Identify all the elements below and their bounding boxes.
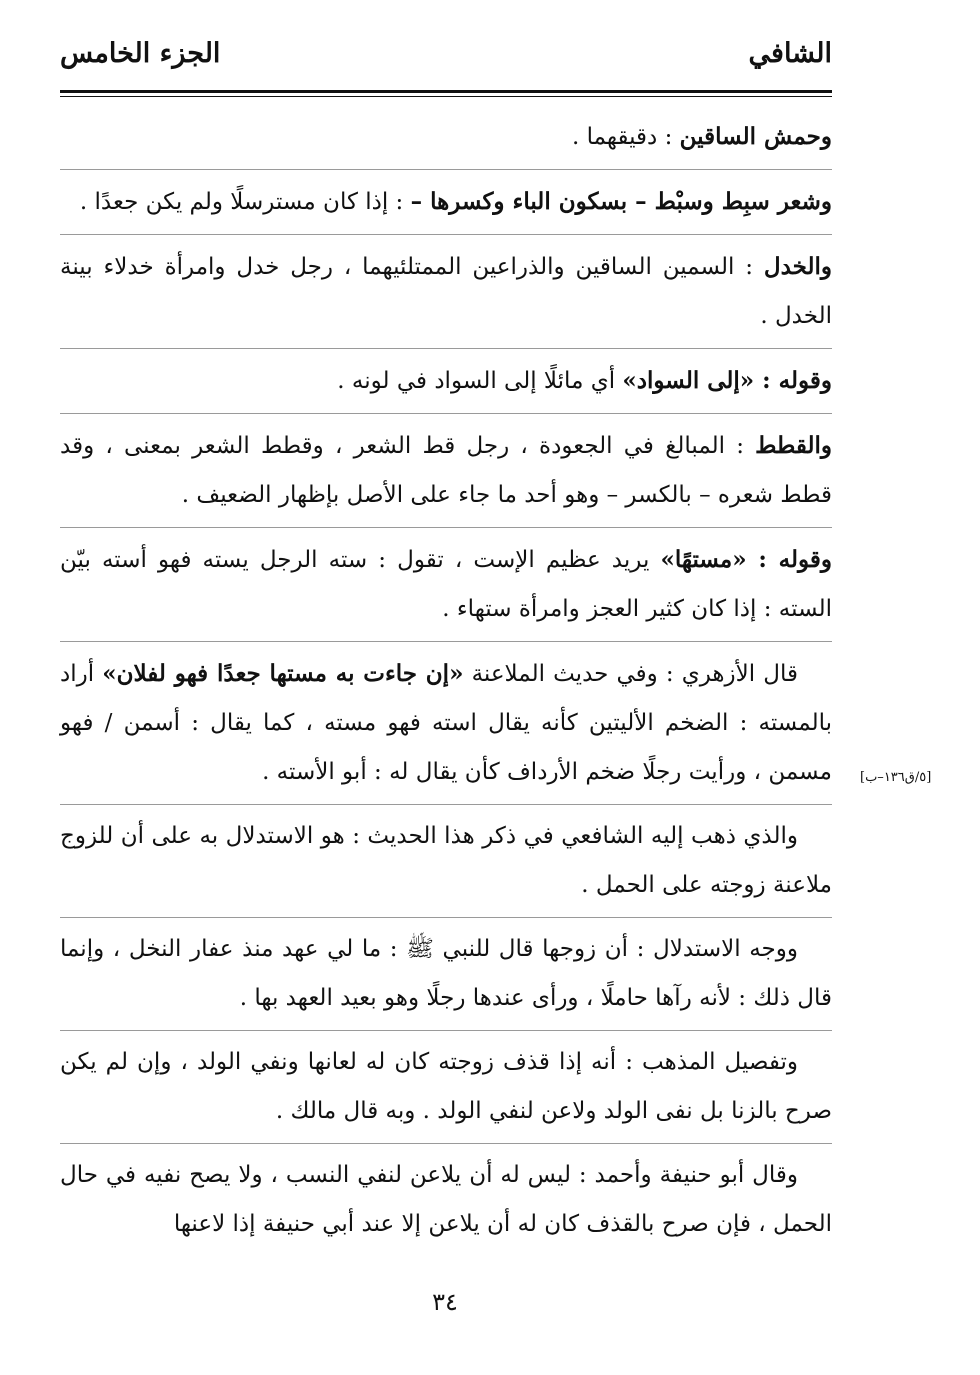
page-number: ٣٤ (432, 1288, 458, 1316)
term-lead: وقوله : «إلى السواد» (622, 367, 832, 394)
paragraph-qatat (60, 421, 832, 528)
term-lead: وحمش الساقين (679, 123, 832, 150)
header-rule-thin (60, 96, 832, 97)
manuscript-folio-note: [٥/ق١٣٦–ب] (860, 770, 932, 785)
paragraph-text: يريد عظيم الإست ، تقول : سته الرجل يسته فهو أسته بيّن السته : إذا كان كثير العجز وامرأة ستهاء . (60, 547, 832, 622)
term-lead: والقطط (755, 432, 832, 459)
paragraph-khadl (60, 242, 832, 349)
paragraph-istidlal (60, 925, 832, 1031)
page-header (60, 38, 832, 88)
paragraph-sabt (60, 177, 832, 235)
hadith-quote: «إن جاءت به مستها جعدًا فهو لفلان» (102, 660, 464, 687)
part-label: الجزء الخامس (60, 38, 221, 69)
term-lead: والخدل (763, 253, 832, 280)
paragraph-text: أراد بالمسته : الضخم الأليتين كأنه يقال استه فهو مسته ، كما يقال : أسمن / فهو مسمن ، ورأيت رجلًا ضخم الأرداف كأن يقال له : أبو الأسته . (60, 661, 832, 785)
paragraph-text: أي مائلًا إلى السواد في لونه . (337, 368, 623, 394)
paragraph-mustah (60, 535, 832, 642)
header-rule-thick (60, 90, 832, 93)
paragraph-text: : السمين الساقين والذراعين الممتلئيهما ، رجل خدل وامرأة خدلاء بينة الخدل . (60, 254, 832, 329)
paragraph-shafii (60, 812, 832, 918)
paragraph-abu-hanifa (60, 1151, 832, 1256)
paragraph-text: : إذا كان مسترسلًا ولم يكن جعدًا . (79, 189, 411, 215)
paragraph-text: : المبالغ في الجعودة ، رجل قط الشعر ، وقطط الشعر بمعنى ، وقد قطط شعره – بالكسر – وهو أحد ما جاء على الأصل بإظهار الضعيف . (60, 433, 832, 508)
paragraph-text: قال الأزهري : وفي حديث الملاعنة (463, 661, 798, 687)
paragraph-text: ووجه الاستدلال : أن زوجها قال للنبي ﷺ : ما لي عهد منذ عفار النخل ، وإنما قال ذلك : لأنه رآها حاملًا ، ورأى عندها رجلًا وهو بعيد العهد بها . (60, 936, 832, 1011)
paragraph-text: والذي ذهب إليه الشافعي في ذكر هذا الحديث : هو الاستدلال به على أن للزوج ملاعنة زوجته على الحمل . (60, 823, 832, 898)
paragraph-hamsh (60, 112, 832, 170)
page-body (60, 112, 832, 1263)
paragraph-text: وتفصيل المذهب : أنه إذا قذف زوجته كان له لعانها ونفي الولد ، وإن لم يكن صرح بالزنا بل نفى الولد ولاعن لنفي الولد . وبه قال مالك . (60, 1049, 832, 1124)
term-lead: وقوله : «مستهًا» (660, 546, 832, 573)
paragraph-azhari (60, 649, 832, 805)
term-lead: وشعر سبِط وسبْط – بسكون الباء وكسرها – (410, 188, 832, 215)
paragraph-sawad (60, 356, 832, 414)
paragraph-text: وقال أبو حنيفة وأحمد : ليس له أن يلاعن لنفي النسب ، ولا يصح نفيه في حال الحمل ، فإن صرح بالقذف كان له أن يلاعن إلا عند أبي حنيفة إذا لاعنها (60, 1162, 832, 1237)
book-title: الشافي (748, 38, 832, 69)
paragraph-text: : دقيقهما . (571, 124, 680, 150)
paragraph-tafsil (60, 1038, 832, 1144)
